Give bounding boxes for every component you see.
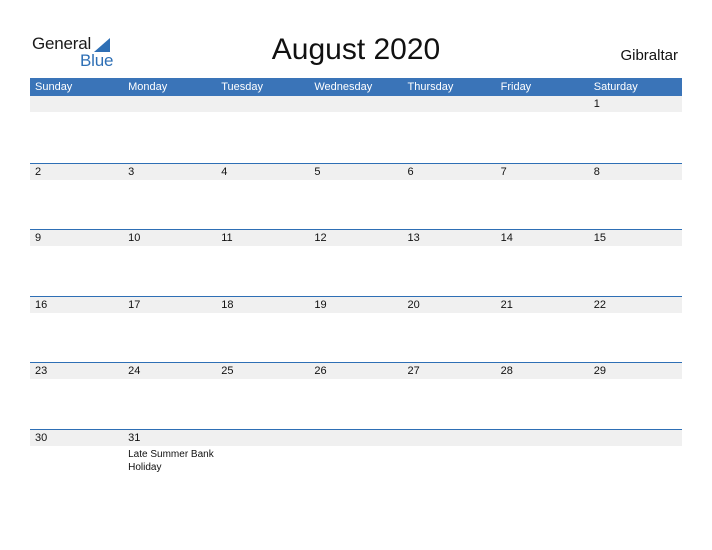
day-number bbox=[403, 96, 496, 112]
day-number: 12 bbox=[309, 230, 402, 246]
empty-day-cell bbox=[216, 430, 309, 496]
day-cell bbox=[496, 164, 589, 230]
week-days bbox=[30, 230, 682, 296]
empty-day-cell bbox=[309, 96, 402, 163]
day-number: 28 bbox=[496, 363, 589, 379]
day-cell bbox=[30, 164, 123, 230]
empty-day-cell bbox=[309, 430, 402, 496]
week-row bbox=[30, 362, 682, 429]
day-number bbox=[123, 96, 216, 112]
day-cell bbox=[589, 363, 682, 429]
weekday-thursday: Thursday bbox=[407, 81, 454, 93]
day-cell bbox=[216, 363, 309, 429]
day-number: 29 bbox=[589, 363, 682, 379]
day-number: 25 bbox=[216, 363, 309, 379]
day-cell bbox=[123, 430, 216, 496]
logo-blue-text: Blue bbox=[80, 51, 114, 70]
day-number: 23 bbox=[30, 363, 123, 379]
week-row bbox=[30, 429, 682, 496]
day-number: 5 bbox=[309, 164, 402, 180]
week-row bbox=[30, 163, 682, 230]
empty-day-cell bbox=[496, 430, 589, 496]
day-cell bbox=[123, 363, 216, 429]
day-cell bbox=[30, 297, 123, 363]
week-days bbox=[30, 430, 682, 496]
holiday-label: Late Summer Bank Holiday bbox=[128, 448, 214, 473]
day-number: 7 bbox=[496, 164, 589, 180]
day-cell bbox=[496, 230, 589, 296]
day-number bbox=[496, 96, 589, 112]
day-cell bbox=[589, 297, 682, 363]
day-number: 10 bbox=[123, 230, 216, 246]
weekday-saturday: Saturday bbox=[593, 81, 638, 93]
week-days bbox=[30, 363, 682, 429]
weeks-container bbox=[30, 96, 682, 496]
day-number: 14 bbox=[496, 230, 589, 246]
empty-day-cell bbox=[403, 96, 496, 163]
day-number bbox=[216, 430, 309, 446]
day-cell bbox=[309, 164, 402, 230]
day-cell bbox=[403, 164, 496, 230]
day-cell bbox=[309, 297, 402, 363]
empty-day-cell bbox=[123, 96, 216, 163]
day-cell bbox=[403, 230, 496, 296]
day-number: 6 bbox=[403, 164, 496, 180]
day-number: 15 bbox=[589, 230, 682, 246]
day-number bbox=[30, 96, 123, 112]
week-row bbox=[30, 229, 682, 296]
calendar-grid bbox=[30, 78, 682, 496]
day-number: 3 bbox=[123, 164, 216, 180]
day-cell bbox=[30, 363, 123, 429]
day-number bbox=[403, 430, 496, 446]
day-number: 26 bbox=[309, 363, 402, 379]
day-number bbox=[309, 96, 402, 112]
weekday-tuesday: Tuesday bbox=[221, 81, 264, 93]
weekday-friday: Friday bbox=[500, 81, 532, 93]
day-cell bbox=[123, 230, 216, 296]
day-cell bbox=[216, 164, 309, 230]
weekday-sunday: Sunday bbox=[35, 81, 73, 93]
empty-day-cell bbox=[589, 430, 682, 496]
day-cell bbox=[309, 363, 402, 429]
day-number: 22 bbox=[589, 297, 682, 313]
day-cell bbox=[30, 430, 123, 496]
day-number bbox=[309, 430, 402, 446]
day-cell bbox=[403, 297, 496, 363]
calendar-title: August 2020 bbox=[271, 33, 441, 66]
weekday-wednesday: Wednesday bbox=[314, 81, 373, 93]
week-row bbox=[30, 296, 682, 363]
day-number: 31 bbox=[123, 430, 216, 446]
day-number: 24 bbox=[123, 363, 216, 379]
week-days bbox=[30, 164, 682, 230]
day-number: 18 bbox=[216, 297, 309, 313]
day-number: 17 bbox=[123, 297, 216, 313]
day-number: 11 bbox=[216, 230, 309, 246]
logo-general-text: General bbox=[32, 34, 92, 53]
week-days bbox=[30, 96, 682, 163]
empty-day-cell bbox=[403, 430, 496, 496]
day-number: 9 bbox=[30, 230, 123, 246]
day-number: 4 bbox=[216, 164, 309, 180]
day-cell bbox=[403, 363, 496, 429]
day-cell bbox=[216, 297, 309, 363]
day-number: 1 bbox=[589, 96, 682, 112]
day-number: 30 bbox=[30, 430, 123, 446]
day-cell bbox=[496, 297, 589, 363]
day-number bbox=[496, 430, 589, 446]
day-cell bbox=[309, 230, 402, 296]
day-cell bbox=[123, 297, 216, 363]
week-row bbox=[30, 96, 682, 163]
weekday-monday: Monday bbox=[128, 81, 168, 93]
day-cell bbox=[589, 164, 682, 230]
day-cell bbox=[216, 230, 309, 296]
day-number: 8 bbox=[589, 164, 682, 180]
empty-day-cell bbox=[496, 96, 589, 163]
empty-day-cell bbox=[30, 96, 123, 163]
day-cell bbox=[496, 363, 589, 429]
weekday-header-row bbox=[30, 78, 682, 96]
day-cell bbox=[589, 96, 682, 163]
day-number: 2 bbox=[30, 164, 123, 180]
day-number: 27 bbox=[403, 363, 496, 379]
day-cell bbox=[30, 230, 123, 296]
day-number: 16 bbox=[30, 297, 123, 313]
week-days bbox=[30, 297, 682, 363]
day-number bbox=[589, 430, 682, 446]
day-number bbox=[216, 96, 309, 112]
day-number: 21 bbox=[496, 297, 589, 313]
region-label: Gibraltar bbox=[620, 47, 678, 64]
day-cell bbox=[589, 230, 682, 296]
day-number: 20 bbox=[403, 297, 496, 313]
day-cell bbox=[123, 164, 216, 230]
day-number: 19 bbox=[309, 297, 402, 313]
day-number: 13 bbox=[403, 230, 496, 246]
empty-day-cell bbox=[216, 96, 309, 163]
